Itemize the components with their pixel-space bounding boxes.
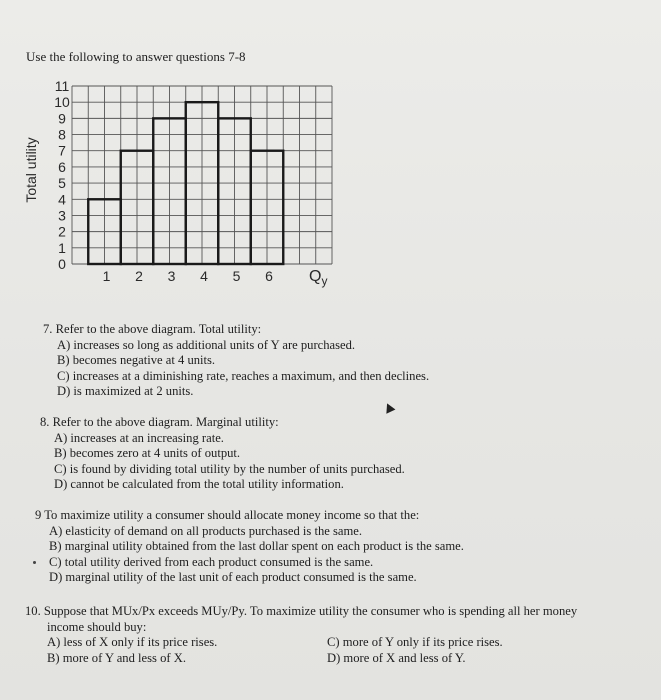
chart-grid xyxy=(72,86,332,264)
question-10-option-d: D) more of X and less of Y. xyxy=(327,650,466,665)
x-axis-label-sub: y xyxy=(321,274,328,288)
x-tick-3: 3 xyxy=(167,268,176,284)
pencil-mark xyxy=(33,561,36,564)
y-tick-5: 5 xyxy=(58,175,66,192)
question-8-stem: 8. Refer to the above diagram. Marginal utility: xyxy=(40,415,279,429)
y-tick-10: 10 xyxy=(54,94,70,111)
question-9 xyxy=(35,508,464,586)
y-tick-4: 4 xyxy=(58,191,66,208)
question-9-option-d: D) marginal utility of the last unit of each product consumed is the same. xyxy=(49,570,417,585)
y-axis-label: Total utility xyxy=(23,137,39,203)
question-7-option-b: B) becomes negative at 4 units. xyxy=(57,353,216,368)
question-9-option-c: C) total utility derived from each product consumed is the same. xyxy=(49,554,374,569)
question-10-option-b: B) more of Y and less of X. xyxy=(47,650,186,665)
question-10-option-a: A) less of X only if its price rises. xyxy=(47,635,218,650)
question-8-option-d: D) cannot be calculated from the total utility information. xyxy=(54,477,344,492)
question-10-stem-line1: 10. Suppose that MUx/Px exceeds MUy/Py. To maximize utility the consumer who is spending all her money xyxy=(25,604,578,618)
x-tick-4: 4 xyxy=(200,268,208,284)
y-tick-1: 1 xyxy=(58,239,66,256)
y-tick-9: 9 xyxy=(58,110,66,127)
question-8-option-b: B) becomes zero at 4 units of output. xyxy=(54,446,241,461)
x-axis-label-main: Q xyxy=(309,268,322,285)
y-tick-6: 6 xyxy=(58,158,66,175)
y-tick-3: 3 xyxy=(58,207,66,224)
question-7-option-a: A) increases so long as additional units of Y are purchased. xyxy=(57,337,356,352)
question-10-stem-line2: income should buy: xyxy=(47,619,147,634)
question-8 xyxy=(40,415,405,493)
question-7-stem: 7. Refer to the above diagram. Total utility: xyxy=(43,322,262,336)
question-7-option-c: C) increases at a diminishing rate, reaches a maximum, and then declines. xyxy=(57,368,430,383)
question-10 xyxy=(25,604,577,666)
intro-text: Use the following to answer questions 7-8 xyxy=(26,49,246,64)
question-10-row-2 xyxy=(25,651,577,667)
question-7 xyxy=(43,322,429,400)
question-9-option-b: B) marginal utility obtained from the last dollar spent on each product is the same. xyxy=(49,539,464,554)
question-7-option-d: D) is maximized at 2 units. xyxy=(57,384,194,399)
question-9-option-a: A) elasticity of demand on all products purchased is the same. xyxy=(49,523,363,538)
x-axis-label xyxy=(309,268,327,288)
question-9-stem: 9 To maximize utility a consumer should allocate money income so that the: xyxy=(35,508,420,522)
x-tick-6: 6 xyxy=(265,268,273,284)
question-8-option-a: A) increases at an increasing rate. xyxy=(54,430,224,445)
y-tick-0: 0 xyxy=(58,256,66,272)
total-utility-chart xyxy=(0,0,661,300)
question-10-row-1 xyxy=(25,635,577,651)
y-tick-2: 2 xyxy=(58,223,66,240)
mouse-cursor-icon xyxy=(383,401,396,413)
y-tick-labels xyxy=(54,78,70,272)
x-tick-5: 5 xyxy=(232,268,241,284)
question-8-option-c: C) is found by dividing total utility by the number of units purchased. xyxy=(54,461,405,476)
x-tick-1: 1 xyxy=(102,268,111,284)
y-tick-11: 11 xyxy=(54,78,70,94)
question-10-option-c: C) more of Y only if its price rises. xyxy=(327,635,503,650)
y-tick-8: 8 xyxy=(58,126,66,143)
x-tick-2: 2 xyxy=(135,268,143,284)
x-tick-labels xyxy=(103,268,274,284)
y-tick-7: 7 xyxy=(58,142,66,159)
